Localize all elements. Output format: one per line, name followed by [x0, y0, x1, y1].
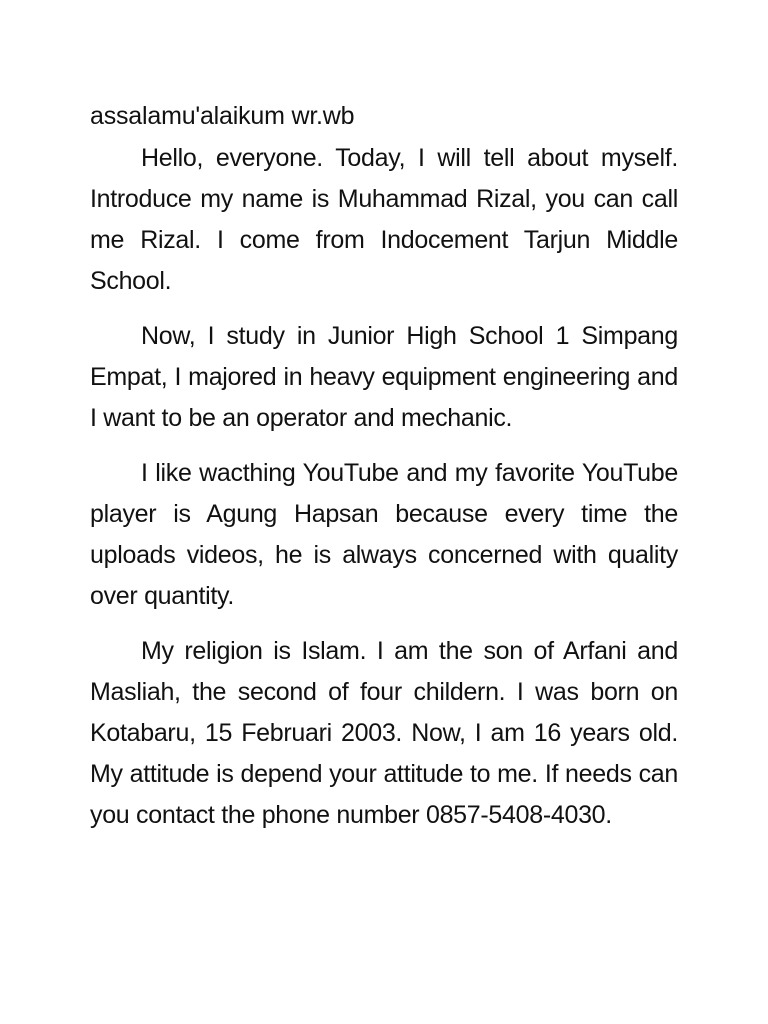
paragraph-school: Now, I study in Junior High School 1 Simpang Empat, I majored in heavy equipment engineering and I want to be an operator and mechanic.	[90, 322, 678, 432]
paragraph-personal: My religion is Islam. I am the son of Arfani and Masliah, the second of four childern. I was born on Kotabaru, 15 Februari 2003. Now, I am 16 years old. My attitude is depend your attitude to me. If needs can you contact the phone number 0857-5408-4030.	[90, 637, 678, 829]
document-page	[90, 98, 678, 850]
greeting-line: assalamu'alaikum wr.wb	[90, 102, 355, 130]
paragraph-hobby: I like wacthing YouTube and my favorite YouTube player is Agung Hapsan because every time the uploads videos, he is always concerned with quality over quantity.	[90, 459, 678, 610]
paragraph-introduction: Hello, everyone. Today, I will tell about myself. Introduce my name is Muhammad Rizal, you can call me Rizal. I come from Indocement Tarjun Middle School.	[90, 144, 678, 295]
